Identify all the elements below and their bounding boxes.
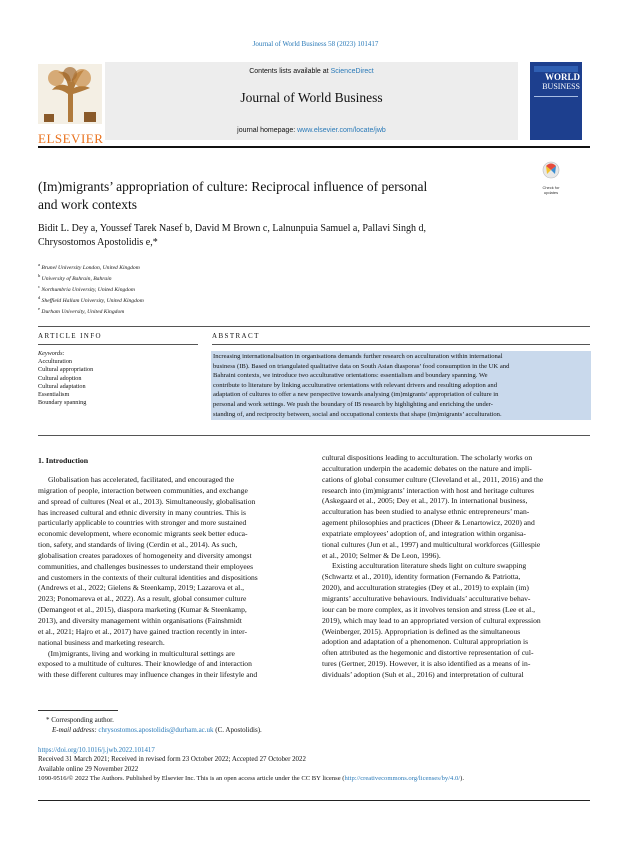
affiliation-d: $^d$ Sheffield Hallam University, United Kingdom [38, 295, 144, 305]
text-line: (Askegaard et al., 2005; Dey et al., 2017). In international business, [322, 496, 528, 506]
text-line: agement philosophies and practices (Dheer & Lenartowicz, 2020) and [322, 518, 535, 528]
text-line: Existing acculturation literature sheds light on culture swapping [332, 561, 527, 571]
text-line: with these different cultures may influence changes in their lifestyle and [38, 670, 258, 680]
text-line: (Schwartz et al., 2010), identity formation (Fernando & Patriotta, [322, 572, 521, 582]
license-link[interactable]: http://creativecommons.org/licenses/by/4.0/ [344, 774, 461, 782]
title-line-1: (Im)migrants’ appropriation of culture: Reciprocal influence of personal [38, 179, 428, 194]
journal-cover [530, 62, 582, 140]
article-info-heading: ARTICLE INFO [38, 332, 103, 340]
journal-title: Journal of World Business [240, 90, 383, 105]
journal-reference[interactable]: Journal of World Business 58 (2023) 101417 [252, 40, 379, 48]
text-line: 2013), and diversity management within organisations (Fainshmidt [38, 615, 242, 625]
cover-title-world: WORLD [544, 72, 580, 82]
text-line: tional cultures (Jun et al., 1997) and multicultural workforces (Gillespie [322, 539, 541, 549]
corresponding-author: * Corresponding author. [46, 716, 114, 724]
cover-title-business: BUSINESS [542, 82, 580, 91]
homepage-line [105, 127, 518, 134]
text-line: iour can be more complex, as it involves tension and stress (Lee et al., [322, 604, 535, 614]
affiliation-e: $^e$ Durham University, United Kingdom [38, 306, 125, 316]
text-line: communities, and challenges businesses to understand their employees [38, 561, 254, 571]
contents-prefix: Contents lists available at [249, 68, 331, 75]
text-line: cultural dispositions leading to acculturation. The scholarly works on [322, 453, 533, 462]
text-line: adoption and adaptation of a phenomenon. Cultural appropriation is [322, 637, 529, 647]
article-title [38, 178, 518, 214]
email-suffix: (C. Apostolidis). [213, 726, 262, 734]
keywords-label: Keywords: [38, 350, 65, 357]
online-line: Available online 29 November 2022 [38, 765, 139, 773]
abstract-sub-rule [212, 344, 590, 345]
affiliation-b: $^b$ University of Bahrain, Bahrain [38, 273, 112, 282]
text-line: globalisation creates paradoxes of homogeneity and diversity amongst [38, 550, 252, 560]
email-link[interactable]: chrysostomos.apostolidis@durham.ac.uk [98, 726, 214, 734]
abstract-bottom-rule [38, 435, 590, 436]
text-line: acculturation has been studied to analyse ethnic entrepreneurs’ man- [322, 507, 530, 517]
text-line: (Andrews et al., 2022; Gielens & Steenkamp, 2019; Lazarova et al., [38, 583, 245, 593]
keywords [38, 350, 198, 407]
crossmark-icon [535, 160, 567, 180]
article-footer [38, 746, 598, 783]
check-for-updates-label: Check for updates [542, 185, 560, 195]
intro-left-column [38, 475, 308, 681]
text-line: often attributed as the hegemonic and distortive representation of cul- [322, 648, 534, 658]
text-line: 2023; Ponomareva et al., 2022). As a result, global consumer culture [38, 594, 247, 604]
text-line: et al., 2010; Selmer & De Leon, 1996). [322, 550, 441, 560]
affiliation-a: $^a$ Brunel University London, United Kingdom [38, 262, 140, 271]
affiliations [38, 261, 338, 316]
text-line: acculturation underpin the academic debates on the nature and impli- [322, 463, 532, 473]
footnote-rule [38, 710, 118, 711]
text-line: Globalisation has accelerated, facilitated, and encouraged the [48, 475, 234, 484]
license-line: 1090-9516/© 2022 The Authors. Published by Elsevier Inc. This is an open access article under the CC BY license (http://creativecommons.org/licenses/by/4.0/). [38, 774, 464, 782]
keyword: Cultural appropriation [38, 366, 94, 374]
homepage-link[interactable]: www.elsevier.com/locate/jwb [297, 127, 386, 134]
abstract-heading: ABSTRACT [212, 332, 260, 340]
text-line: 2019), which may lead to an appropriated version of cultural expression [322, 615, 541, 625]
elsevier-wordmark: ELSEVIER [38, 131, 104, 146]
abstract-text: Increasing internationalisation in organisations demands further research on acculturation within international business (IB). Based on triangulated qualitative data on South Asian diasporas’ food consumption in the UK and Bahraini contexts, we introduce two acculturative orientations: essentialism and boundary spanning. We contribute to literature by linking acculturative orientations with relevant drivers and resulting adoption and adaptation of cultures to offer a new perspective towards analysing (im)migrants’ appropriation of culture in personal and work settings. We push the boundary of IB research by highlighting and enriching the under- standing of, and reciprocity between, social and occupational contexts that shape (im)migrants’ acculturation. [211, 351, 591, 420]
text-line: and customers in the contexts of their cultural identities and dispositions [38, 572, 258, 582]
keyword: Boundary spanning [38, 399, 87, 407]
text-line: exposed to a multitude of cultures. Their knowledge of and interaction [38, 659, 252, 669]
email-line [38, 725, 262, 735]
history-line: Received 31 March 2021; Received in revised form 23 October 2022; Accepted 27 October 2022 [38, 756, 306, 764]
text-line: expatriate employees’ adoption of, and integration within organisa- [322, 528, 526, 538]
text-line: (Im)migrants, living and working in multicultural settings are [48, 648, 235, 658]
header-rule [38, 146, 590, 148]
text-line: tion, safety, and standards of living (Cerdin et al., 2014). As such, [38, 540, 238, 550]
text-line: cations of global consumer culture (Cleveland et al., 2011, 2016) and the [322, 474, 544, 484]
info-top-rule [38, 326, 590, 327]
elsevier-logo [38, 64, 104, 146]
text-line: and spread of cultures (Neal et al., 2013). Simultaneously, globalisation [38, 496, 256, 506]
text-line: tures (Gertner, 2019). However, it is also identified as a means of in- [322, 659, 531, 669]
doi-link[interactable]: https://doi.org/10.1016/j.jwb.2022.101417 [38, 747, 155, 754]
text-line: et al., 2021; Hajro et al., 2017) have gained traction recently in inter- [38, 626, 248, 636]
text-line: has increased cultural and ethnic diversity in many countries. This is [38, 507, 247, 517]
text-line: (Weinberger, 2015). Appropriation is defined as the simultaneous [322, 626, 521, 636]
info-sub-rule [38, 344, 198, 345]
contents-line [105, 68, 518, 75]
intro-right-column [322, 453, 592, 681]
homepage-prefix: journal homepage: [237, 127, 298, 134]
title-line-2: and work contexts [38, 197, 137, 212]
check-for-updates-button[interactable] [535, 160, 567, 195]
authors-line-2: Chrysostomos Apostolidis e,* [38, 237, 158, 248]
sciencedirect-link[interactable]: ScienceDirect [330, 68, 374, 75]
keyword: Cultural adoption [38, 374, 82, 382]
section-heading: 1. Introduction [38, 456, 89, 465]
text-line: national business and marketing research. [38, 637, 165, 647]
text-line: dividuals’ adoption (Suh et al., 2016) and interpretation of cultural [322, 669, 524, 679]
elsevier-tree-icon [38, 64, 102, 124]
text-line: 2020), and acculturation strategies (Dey et al., 2019) to explain (im) [322, 583, 529, 593]
journal-header [105, 62, 518, 140]
keyword: Acculturation [38, 358, 73, 366]
author-list [38, 222, 578, 250]
bottom-rule [38, 800, 590, 801]
text-line: particularly applicable to countries with stronger and more sustained [38, 518, 247, 528]
text-line: migration of people, interaction between communities, and exchange [38, 485, 248, 495]
text-line: (Demangeot et al., 2015), diaspora marketing (Kumar & Steenkamp, [38, 605, 247, 615]
authors-line-1: Bidit L. Dey a, Youssef Tarek Nasef b, David M Brown c, Lalnunpuia Samuel a, Pallavi Singh d, [38, 223, 426, 234]
affiliation-c: $^c$ Northumbria University, United Kingdom [38, 284, 135, 293]
text-line: economic development, where economic migrants seek better educa- [38, 529, 248, 539]
footnote [38, 715, 262, 735]
text-line: research into (im)migrants’ interaction with host and heritage cultures [322, 485, 534, 495]
keyword: Cultural adaptation [38, 382, 86, 390]
text-line: migrants’ acculturative behaviours. Individuals’ acculturative behav- [322, 593, 531, 603]
keyword: Essentialism [38, 391, 70, 399]
email-label: E-mail address: [52, 726, 99, 734]
